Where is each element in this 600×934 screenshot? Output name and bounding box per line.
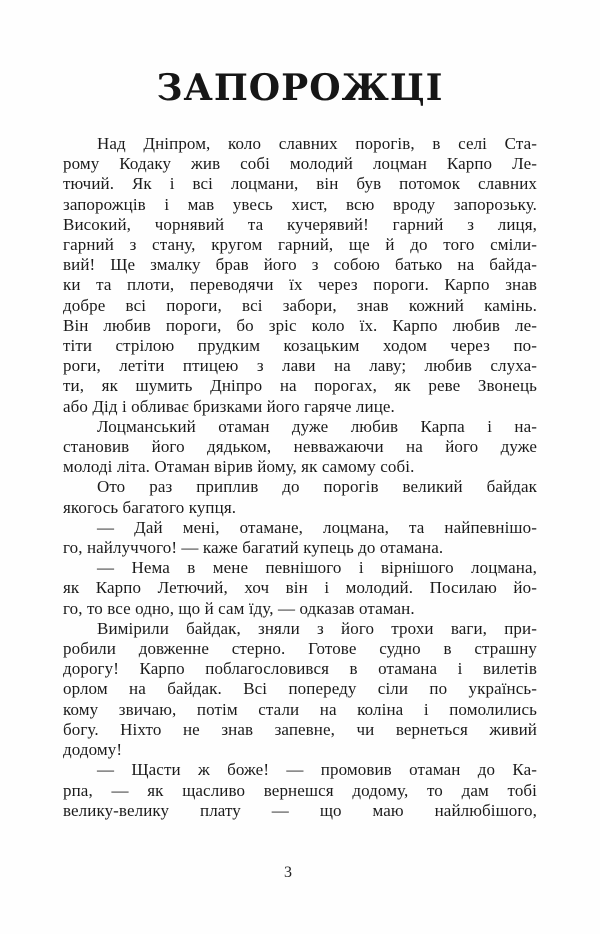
text-line: рому Кодаку жив собі молодий лоцман Карпо Ле-: [63, 154, 537, 174]
text-line: якогось багатого купця.: [63, 497, 237, 517]
paragraph: [63, 477, 537, 517]
text-line: молоді літа. Отаман вірив йому, як самому собі.: [63, 457, 415, 477]
text-line: го, то все одно, що й сам їду, — одказав отаман.: [63, 598, 415, 618]
text-line: го, найлуччого! — каже багатий купець до отамана.: [63, 538, 444, 558]
paragraph: [63, 417, 537, 478]
page-number: 3: [284, 864, 292, 881]
text-line: запорожців і мав увесь хист, всю вроду запорозьку.: [63, 194, 537, 214]
text-line: добре всі пороги, всі забори, знав кожний камінь.: [63, 295, 537, 315]
text-line: ти, як шумить Дніпро на порогах, як реве Звонець: [63, 376, 537, 396]
text-line: як Карпо Летючий, хоч він і молодий. Посилаю йо-: [63, 578, 537, 598]
text-line: Лоцманський отаман дуже любив Карпа і на-: [97, 416, 537, 436]
text-line: орлом на байдак. Всі попереду сіли по українсь-: [63, 679, 537, 699]
text-line: або Дід і обливає бризками його гаряче лице.: [63, 396, 395, 416]
text-line: богу. Ніхто не знав запевне, чи вернеться живий: [63, 719, 537, 739]
text-line: ки та плоти, переводячи їх через пороги. Карпо знав: [63, 275, 537, 295]
text-line: велику-велику плату — що маю найлюбішого,: [63, 800, 537, 820]
text-line: рпа, — як щасливо вернешся додому, то дам тобі: [63, 780, 537, 800]
text-line: Над Дніпром, коло славних порогів, в селі Ста-: [97, 134, 537, 153]
text-block: [63, 134, 537, 821]
text-line: дорогу! Карпо поблагословився в отамана і вилетів: [63, 659, 537, 679]
text-line: Він любив пороги, бо зріс коло їх. Карпо любив ле-: [63, 315, 537, 335]
paragraph: [63, 134, 537, 417]
text-line: — Щасти ж боже! — промовив отаман до Ка-: [97, 760, 537, 780]
paragraph: [63, 760, 537, 821]
text-line: кому звичаю, потім стали на коліна і помолились: [63, 699, 537, 719]
text-line: Ото раз приплив до порогів великий байдак: [97, 477, 537, 497]
text-line: тючий. Як і всі лоцмани, він був потомок славних: [63, 174, 537, 194]
paragraph: [63, 619, 537, 760]
paragraph: [63, 558, 537, 619]
paragraph: [63, 518, 537, 558]
text-line: вий! Ще змалку брав його з собою батько на байда-: [63, 255, 537, 275]
text-line: додому!: [63, 740, 123, 760]
text-line: тіти стрілою прудким козацьким ходом через по-: [63, 336, 537, 356]
text-line: Високий, чорнявий та кучерявий! гарний з лиця,: [63, 214, 537, 234]
page-title: ЗАПОРОЖЦІ: [156, 67, 444, 109]
text-line: гарний з стану, кругом гарний, ще й до того сміли-: [63, 235, 537, 255]
text-line: робили довженне стерно. Готове судно в страшну: [63, 639, 537, 659]
text-line: Вимірили байдак, зняли з його трохи ваги, при-: [97, 618, 537, 638]
text-line: становив його дядьком, невважаючи на його дуже: [63, 437, 537, 457]
text-line: — Дай мені, отамане, лоцмана, та найпевнішо-: [97, 517, 537, 537]
text-line: роги, летіти птицею з лави на лаву; любив слуха-: [63, 356, 537, 376]
text-line: — Нема в мене певнішого і вірнішого лоцмана,: [97, 558, 537, 578]
